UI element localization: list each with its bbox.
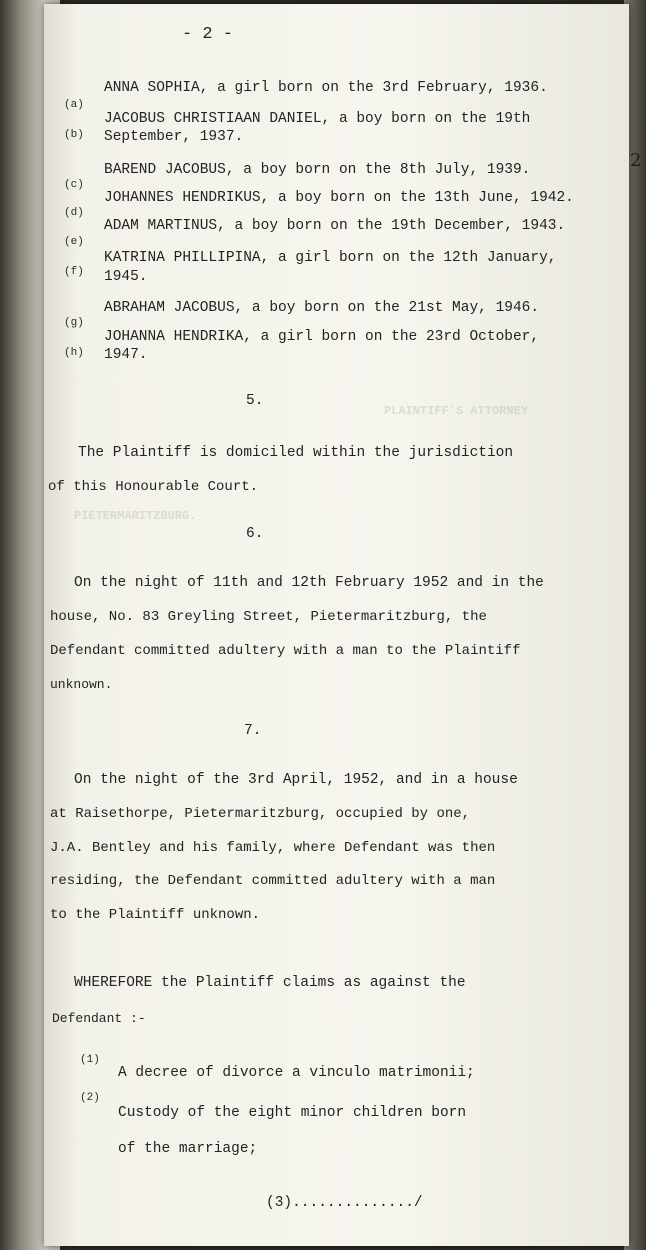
- child-entry: ADAM MARTINUS, a boy born on the 19th December, 1943.: [104, 218, 566, 234]
- list-label: (b): [64, 129, 84, 141]
- paragraph-line: of this Honourable Court.: [48, 479, 259, 495]
- paragraph-line: Defendant committed adultery with a man to the Plaintiff: [50, 643, 521, 659]
- section-number: 5.: [246, 393, 264, 409]
- child-entry: BAREND JACOBUS, a boy born on the 8th July, 1939.: [104, 162, 531, 178]
- list-label: (c): [64, 179, 84, 191]
- paragraph-line: to the Plaintiff unknown.: [50, 907, 261, 923]
- paragraph-line: residing, the Defendant committed adultery with a man: [50, 873, 496, 889]
- continuation-marker: (3)............../: [266, 1195, 423, 1211]
- wherefore-line: WHEREFORE the Plaintiff claims as against the: [74, 975, 466, 991]
- list-label: (h): [64, 347, 84, 359]
- wherefore-line: Defendant :-: [52, 1011, 146, 1026]
- margin-note: 2: [630, 150, 642, 171]
- child-entry-continued: 1947.: [104, 347, 148, 363]
- list-label: (a): [64, 99, 84, 111]
- paragraph-line: unknown.: [50, 677, 113, 692]
- list-label: (e): [64, 236, 84, 248]
- paragraph-line: at Raisethorpe, Pietermaritzburg, occupied by one,: [50, 806, 471, 822]
- show-through-text: PLAINTIFF'S ATTORNEY: [384, 404, 529, 418]
- child-entry-continued: 1945.: [104, 269, 148, 285]
- claim-line: A decree of divorce a vinculo matrimonii;: [118, 1065, 475, 1081]
- child-entry: JOHANNES HENDRIKUS, a boy born on the 13th June, 1942.: [104, 190, 574, 206]
- section-number: 7.: [244, 723, 262, 739]
- claim-label: (2): [80, 1092, 100, 1104]
- child-entry: JOHANNA HENDRIKA, a girl born on the 23rd October,: [104, 329, 540, 345]
- child-entry: KATRINA PHILLIPINA, a girl born on the 12th January,: [104, 250, 557, 266]
- paragraph-line: The Plaintiff is domiciled within the jurisdiction: [78, 445, 514, 461]
- claim-line: Custody of the eight minor children born: [118, 1105, 467, 1121]
- page-number: - 2 -: [182, 25, 234, 44]
- document-page: [44, 4, 629, 1246]
- child-entry: ANNA SOPHIA, a girl born on the 3rd February, 1936.: [104, 80, 548, 96]
- claim-line: of the marriage;: [118, 1141, 258, 1157]
- paragraph-line: house, No. 83 Greyling Street, Pietermaritzburg, the: [50, 609, 487, 625]
- list-label: (g): [64, 317, 84, 329]
- list-label: (d): [64, 207, 84, 219]
- list-label: (f): [64, 266, 84, 278]
- section-number: 6.: [246, 526, 264, 542]
- claim-label: (1): [80, 1054, 100, 1066]
- paragraph-line: On the night of the 3rd April, 1952, and in a house: [74, 772, 518, 788]
- child-entry: JACOBUS CHRISTIAAN DANIEL, a boy born on the 19th: [104, 111, 531, 127]
- paragraph-line: J.A. Bentley and his family, where Defendant was then: [50, 840, 496, 856]
- paragraph-line: On the night of 11th and 12th February 1952 and in the: [74, 575, 544, 591]
- child-entry: ABRAHAM JACOBUS, a boy born on the 21st May, 1946.: [104, 300, 540, 316]
- child-entry-continued: September, 1937.: [104, 129, 244, 145]
- show-through-text: PIETERMARITZBURG.: [74, 509, 197, 523]
